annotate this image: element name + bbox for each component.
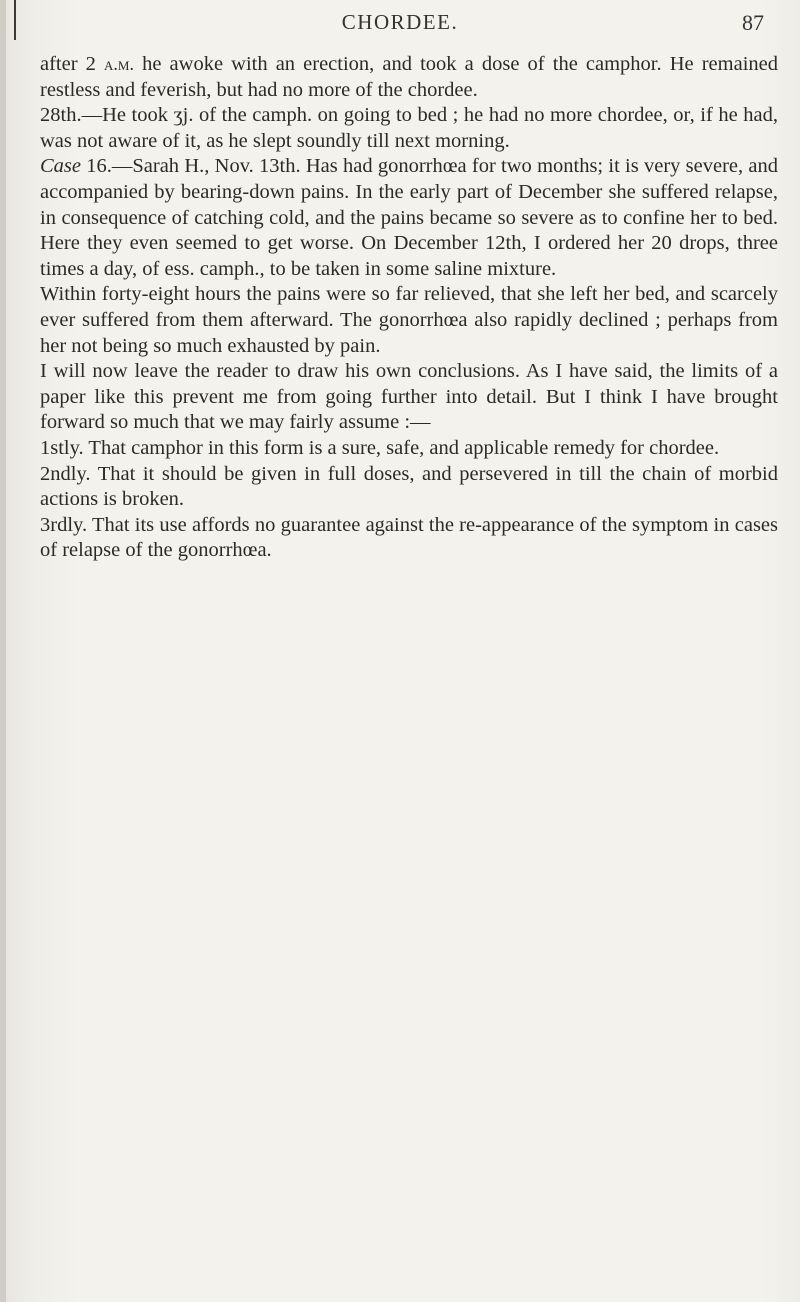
- text-run: after 2: [40, 53, 105, 75]
- paragraph: [40, 513, 778, 564]
- text-run: Within forty-eight hours the pains were so far relieved, that she left her bed, and scarcely ever suffered from them afterward. The gonorrhœa also rapidly declined ; perhaps from her not being so much exhausted by pain.: [40, 283, 778, 357]
- page-header: [0, 10, 800, 40]
- page-gutter-edge: [0, 0, 6, 1302]
- paragraph: [40, 462, 778, 513]
- paragraph: [40, 282, 778, 359]
- body-text: [40, 52, 778, 564]
- text-run: 3rdly. That its use affords no guarantee against the re-appearance of the symptom in cases of relapse of the gonorrhœa.: [40, 513, 778, 562]
- paragraph: [40, 52, 778, 103]
- running-title: CHORDEE.: [341, 10, 459, 34]
- text-run: 1stly. That camphor in this form is a sure, safe, and applicable remedy for chordee.: [40, 436, 720, 459]
- page-number: 87: [742, 10, 764, 35]
- text-run: 16.—Sarah H., Nov. 13th. Has had gonorrhœa for two months; it is very severe, and accompanied by bearing-down pains. In the early part of December she suffered relapse, in consequence of catching cold, and the pains became so severe as to confine her to bed. Here they even seemed to get worse. On December 12th, I ordered her 20 drops, three times a day, of ess. camph., to be taken in some saline mixture.: [40, 155, 778, 280]
- paragraph: [40, 359, 778, 436]
- text-run-smallcaps: a.m.: [104, 54, 134, 74]
- text-run: 28th.—He took ʒj. of the camph. on going to bed ; he had no more chordee, or, if he had, was not aware of it, as he slept soundly till next morning.: [40, 104, 778, 152]
- text-run: 2ndly. That it should be given in full doses, and persevered in till the chain of morbid actions is broken.: [40, 462, 778, 511]
- text-run: he awoke with an erection, and took a dose of the camphor. He remained restless and feverish, but had no more of the chordee.: [40, 53, 778, 101]
- paragraph: [40, 103, 778, 154]
- paragraph: [40, 436, 778, 462]
- paragraph: [40, 154, 778, 282]
- text-run-italic: Case: [40, 155, 81, 178]
- text-run: I will now leave the reader to draw his own conclusions. As I have said, the limits of a paper like this prevent me from going further into detail. But I think I have brought forward so much that we may fairly assume :—: [40, 360, 778, 434]
